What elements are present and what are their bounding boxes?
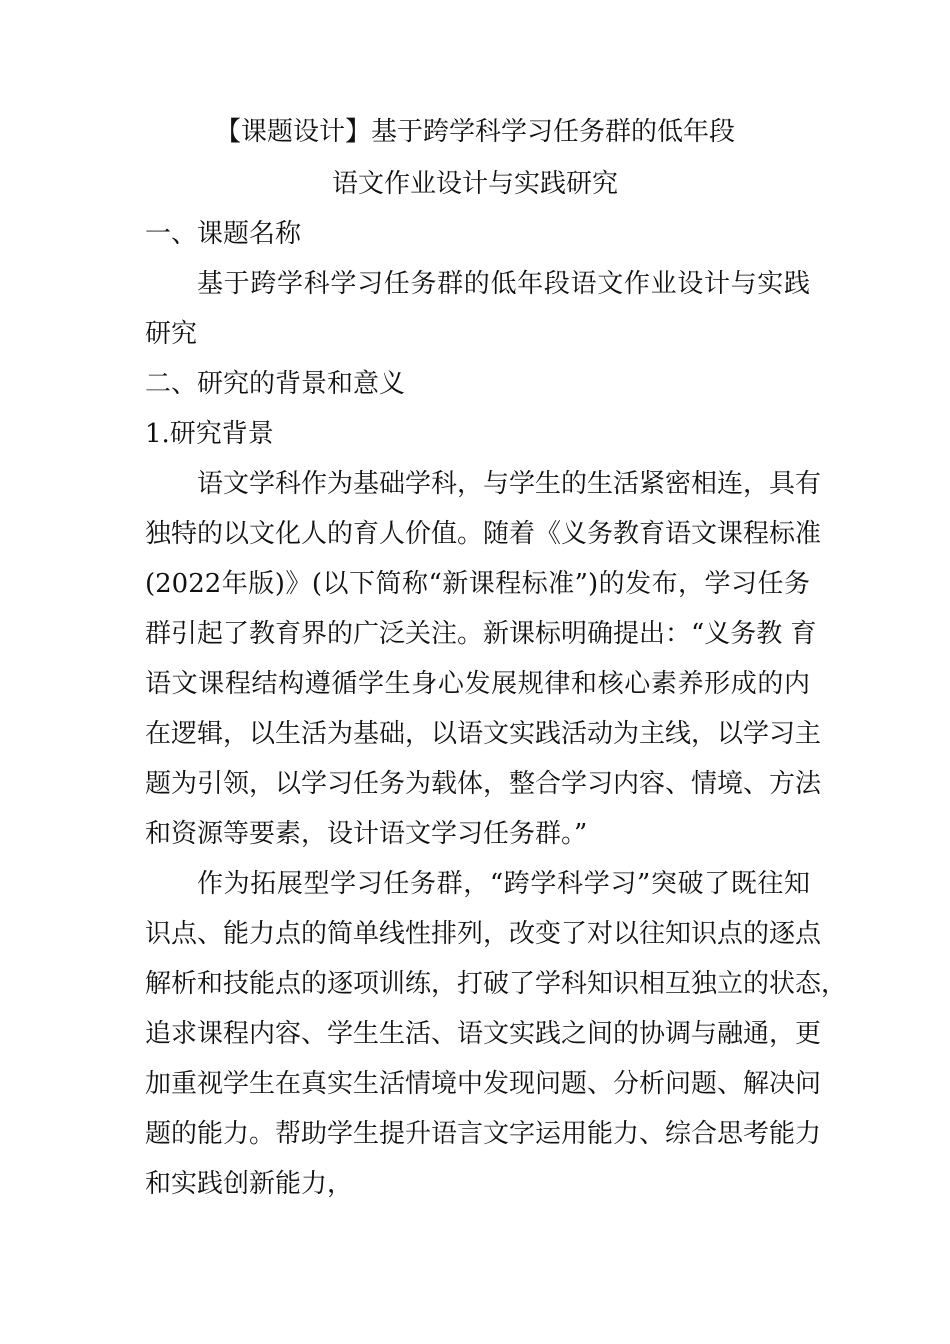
section-heading-background: 二、研究的背景和意义 (145, 369, 406, 399)
paragraph-line: 和资源等要素，设计语文学习任务群。” (145, 819, 588, 849)
paragraph-line: 解析和技能点的逐项训练，打破了学科知识相互独立的状态， (145, 969, 848, 999)
document-title-line-1: 【课题设计】基于跨学科学习任务群的低年段 (214, 117, 735, 147)
paragraph-line: 题的能力。帮助学生提升语言文字运用能力、综合思考能力 (145, 1119, 822, 1149)
paragraph-line: 加重视学生在真实生活情境中发现问题、分析问题、解决问 (145, 1069, 822, 1099)
subsection-heading-research-background: 1.研究背景 (145, 419, 274, 449)
paragraph-line: 群引起了教育界的广泛关注。新课标明确提出：“义务教 育 (145, 619, 817, 649)
paragraph-line: (2022年版)》(以下简称“新课程标准”)的发布，学习任务 (145, 569, 810, 599)
paragraph-line: 追求课程内容、学生生活、语文实践之间的协调与融通，更 (145, 1019, 822, 1049)
paragraph-line: 独特的以文化人的育人价值。随着《义务教育语文课程标准 (145, 519, 822, 549)
document-title-line-2: 语文作业设计与实践研究 (331, 169, 618, 199)
topic-text-line: 研究 (145, 319, 198, 349)
paragraph-line: 识点、能力点的简单线性排列，改变了对以往知识点的逐点 (145, 919, 822, 949)
paragraph-line: 语文学科作为基础学科，与学生的生活紧密相连，具有 (197, 469, 822, 499)
paragraph-line: 和实践创新能力， (145, 1169, 354, 1199)
paragraph-line: 语文课程结构遵循学生身心发展规律和核心素养形成的内 (145, 669, 810, 699)
paragraph-line: 在逻辑，以生活为基础，以语文实践活动为主线，以学习主 (145, 719, 822, 749)
section-heading-topic-name: 一、课题名称 (145, 219, 302, 249)
paragraph-line: 题为引领，以学习任务为载体，整合学习内容、情境、方法 (145, 769, 822, 799)
paragraph-line: 作为拓展型学习任务群，“跨学科学习”突破了既往知 (197, 869, 810, 899)
topic-text-line: 基于跨学科学习任务群的低年段语文作业设计与实践 (197, 269, 810, 299)
